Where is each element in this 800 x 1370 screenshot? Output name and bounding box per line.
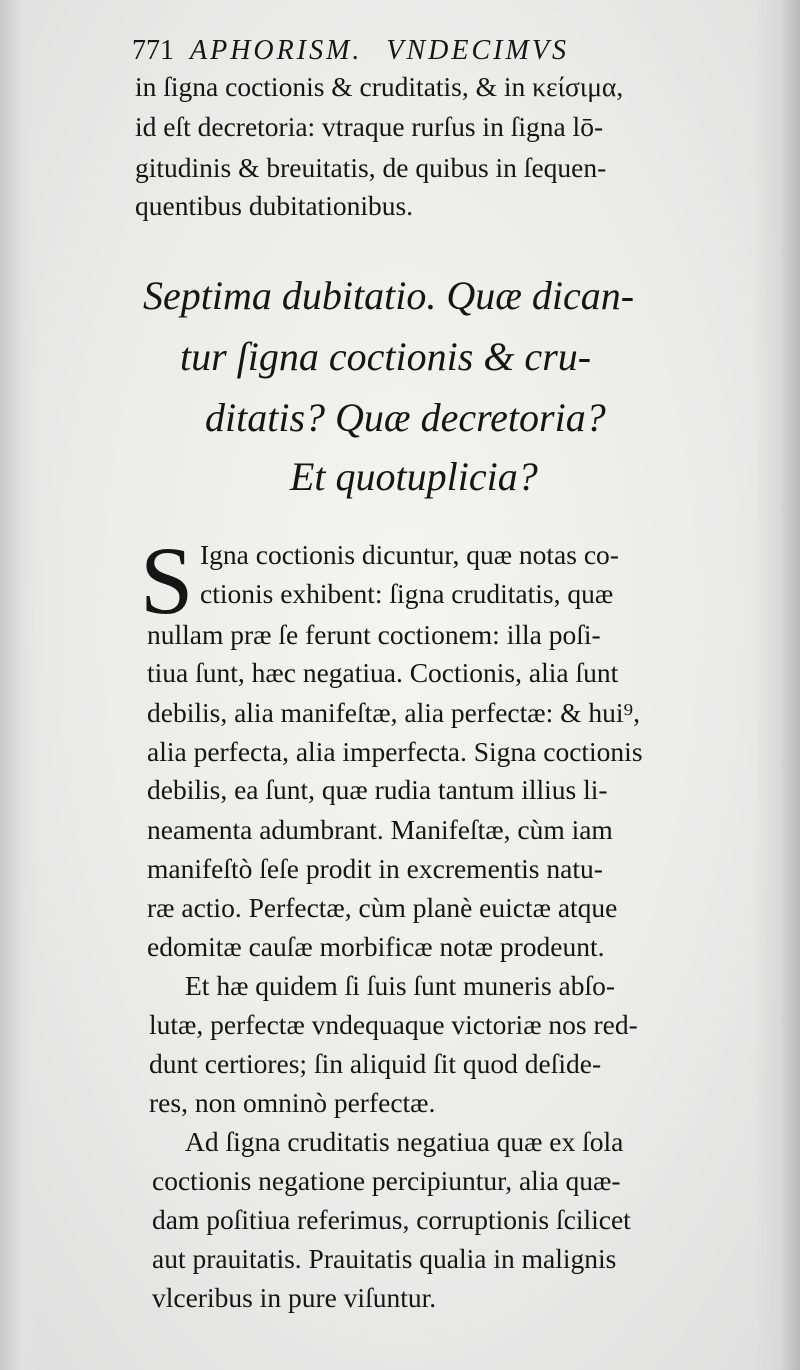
body-line: ræ actio. Perfectæ, cùm planè euictæ atque [147,892,618,923]
intro-line: gitudinis & breuitatis, de quibus in ſequen- [135,152,607,183]
intro-line: quentibus dubitationibus. [135,190,414,221]
body-line: alia perfecta, alia imperfecta. Signa coctionis [147,736,643,767]
body-line: manifeſtò ſeſe prodit in excrementis natu- [147,853,603,884]
intro-line: id eſt decretoria: vtraque rurſus in ſigna lō- [135,111,604,142]
body-line: Igna coctionis dicuntur, quæ notas co- [200,539,619,570]
body-line: nullam præ ſe ferunt coctionem: illa poſi- [147,619,601,650]
body-line: debilis, ea ſunt, quæ rudia tantum illius li- [147,774,608,805]
body-line: debilis, alia manifeſtæ, alia perfectæ: & hui⁹, [147,697,640,728]
page-edge-right-shadow [754,0,800,1370]
running-head [132,34,752,68]
heading-line: ditatis? Quæ decretoria? [205,395,606,440]
heading-line: tur ſigna coctionis & cru- [180,334,592,379]
page-edge-left-shadow [0,0,38,1370]
body-line: coctionis negatione percipiuntur, alia quæ- [152,1165,621,1196]
body-line: edomitæ cauſæ morbificæ notæ prodeunt. [147,931,605,962]
body-line: res, non omninò perfectæ. [149,1087,436,1118]
page-number: 771 [132,35,174,66]
body-line: vlceribus in pure viſuntur. [152,1282,437,1313]
body-line: Ad ſigna cruditatis negatiua quæ ex ſola [185,1126,624,1157]
body-line: ctionis exhibent: ſigna cruditatis, quæ [200,578,614,609]
body-line: lutæ, perfectæ vndequaque victoriæ nos red- [149,1009,638,1040]
body-line: dunt certiores; ſin aliquid ſit quod deſide- [149,1048,602,1079]
body-line: Et hæ quidem ſi ſuis ſunt muneris abſo- [185,970,616,1001]
heading-line: Et quotuplicia? [290,454,538,499]
running-head-title: APHORISM. [190,35,363,66]
drop-cap: S [140,527,194,634]
body-line: aut prauitatis. Prauitatis qualia in malignis [152,1243,617,1274]
intro-line: in ſigna coctionis & cruditatis, & in κείσιμα, [135,71,624,102]
body-line: dam poſitiua referimus, corruptionis ſcilicet [152,1204,631,1235]
body-line: tiua ſunt, hæc negatiua. Coctionis, alia ſunt [147,657,619,688]
heading-line: Septima dubitatio. Quæ dican- [143,273,635,318]
running-head-subtitle: VNDECIMVS [386,35,569,66]
body-line: neamenta adumbrant. Manifeſtæ, cùm iam [147,814,613,845]
